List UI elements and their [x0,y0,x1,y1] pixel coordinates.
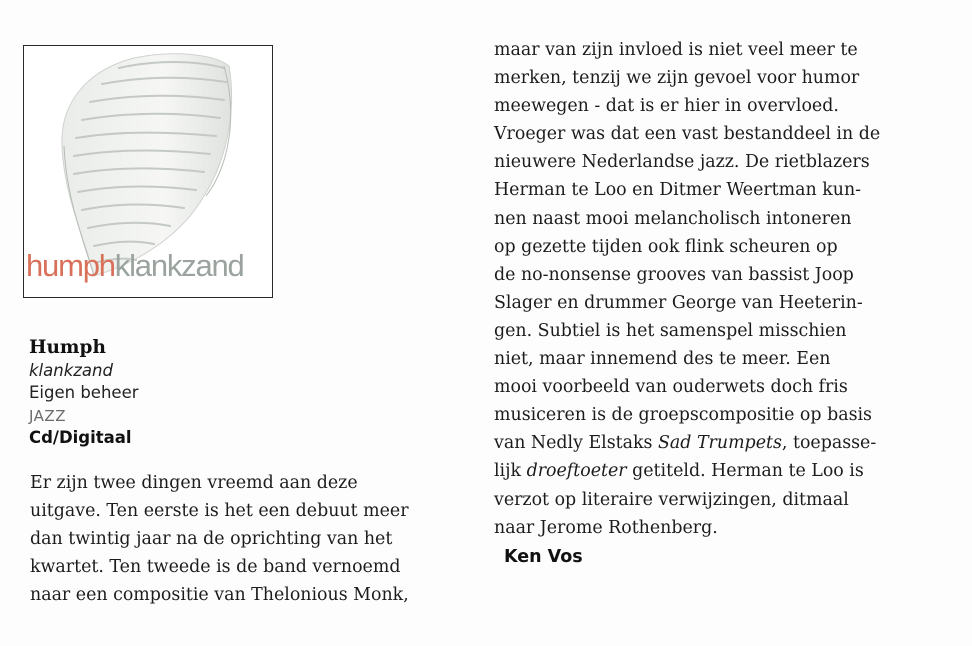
text-line: nieuwere Nederlandse jazz. De rietblazers [494,152,870,173]
text-segment: , toepasse- [781,433,877,454]
cover-title [26,250,244,281]
text-line: Vroeger was dat een vast bestanddeel in de [494,124,881,145]
song-title-sad-trumpets: Sad Trumpets [658,433,782,454]
text-line: op gezette tijden ook flink scheuren op [494,236,838,257]
text-line: niet, maar innemend des te meer. Een [494,349,831,370]
text-line: mooi voorbeeld van ouderwets doch fris [494,377,848,398]
review-text-right-column [494,36,880,542]
text-segment: getiteld. Herman te Loo is [626,461,864,482]
release-info [29,337,139,450]
text-line: Slager en drummer George van Heeterin- [494,292,863,313]
text-line: kwartet. Ten tweede is de band vernoemd [30,557,401,578]
text-line: naar een compositie van Thelonious Monk, [30,585,409,606]
text-line [494,457,880,485]
text-line: meewegen - dat is er hier in overvloed. [494,96,839,117]
text-segment: van Nedly Elstaks [494,433,659,454]
text-line: Herman te Loo en Ditmer Weertman kun- [494,180,862,201]
artist-name: Humph [29,337,106,358]
cover-title-klankzand: klankzand [114,248,244,283]
text-line: gen. Subtiel is het samenspel misschien [494,320,847,341]
text-line: uitgave. Ten eerste is het een debuut meer [30,501,409,522]
album-cover [23,45,273,298]
cover-title-humph: humph [26,248,115,283]
text-line: merken, tenzij we zijn gevoel voor humor [494,68,860,89]
song-title-droeftoeter: droeftoeter [526,461,627,482]
text-line: de no-nonsense grooves van bassist Joop [494,264,854,285]
text-line: Er zijn twee dingen vreemd aan deze [30,473,358,493]
review-author: Ken Vos [504,547,583,567]
text-segment: lijk [494,461,527,482]
text-line: maar van zijn invloed is niet veel meer te [494,40,858,60]
text-line: nen naast mooi melancholisch intoneren [494,208,852,229]
review-text-left-column [30,469,409,609]
text-line: verzot op literaire verwijzingen, ditmaal [494,489,849,510]
text-line: musiceren is de groepscompositie op basis [494,405,872,426]
text-line: dan twintig jaar na de oprichting van het [30,529,393,550]
genre-tag: JAZZ [29,406,66,425]
text-line: naar Jerome Rothenberg. [494,517,718,538]
text-line [494,429,880,457]
release-format: Cd/Digitaal [29,428,132,447]
record-label: Eigen beheer [29,383,139,402]
album-title: klankzand [29,360,113,380]
